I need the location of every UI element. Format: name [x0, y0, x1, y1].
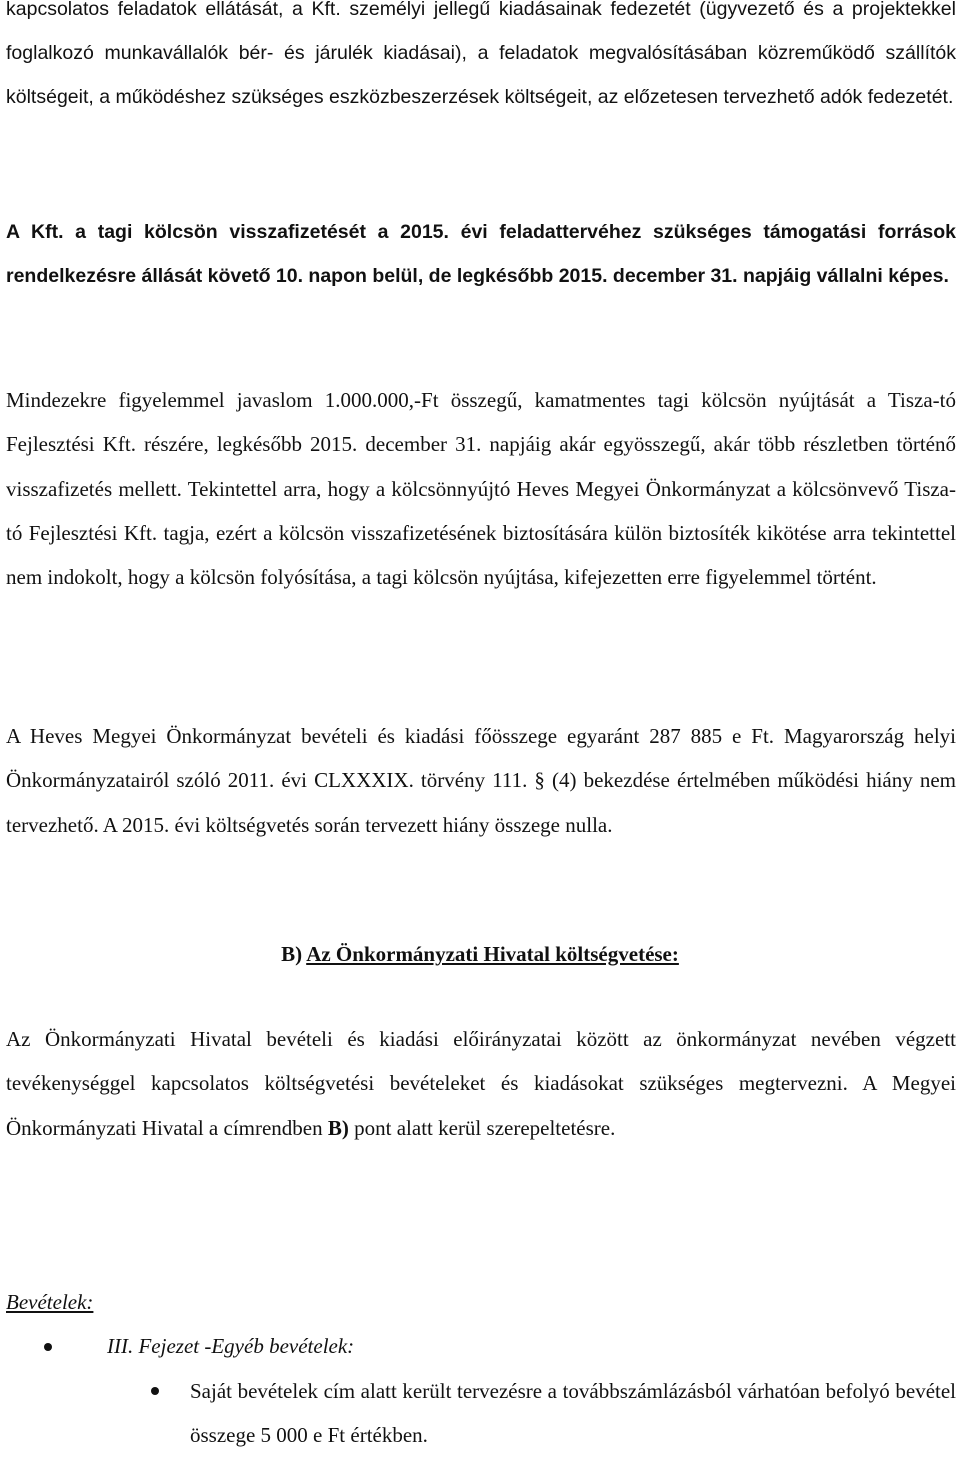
paragraph-text-before: Az Önkormányzati Hivatal bevételi és kiadási előirányzatai között az önkormányzat nevében végzett tevékenységgel kapcsolatos költségvetési bevételeket és kiadásokat szükséges megtervezni. A Megyei Önkormányzati Hivatal a címrendben [6, 1027, 956, 1140]
paragraph-text: A Kft. a tagi kölcsön visszafizetését a 2015. évi feladattervéhez szükséges támogatási források rendelkezésre állását követő 10. napon belül, de legkésőbb 2015. december 31. napjáig vállalni képes. [6, 221, 956, 287]
heading-prefix: B) [281, 942, 303, 966]
bullet-text-content: Saját bevételek cím alatt került tervezésre a továbbszámlázásból várhatóan befolyó bevétel összege 5 000 e Ft értékben. [190, 1379, 956, 1447]
section-heading-b [0, 934, 960, 974]
paragraph-text: kapcsolatos feladatok ellátását, a Kft. személyi jellegű kiadásainak fedezetét (ügyvezető és a projektekkel foglalkozó munkavállalók bér- és járulék kiadásai), a feladatok megvalósításában közreműködő szállítók költségeit, a működéshez szükséges eszközbeszerzések költségeit, az előzetesen tervezhető adók fedezetét. [6, 0, 956, 108]
bullet-text [190, 1369, 956, 1457]
paragraph-text: A Heves Megyei Önkormányzat bevételi és kiadási főösszege egyaránt 287 885 e Ft. Magyarország helyi Önkormányzatairól szóló 2011. évi CLXXXIX. törvény 111. § (4) bekezdése értelmében működési hiány nem tervezhető. A 2015. évi költségvetés során tervezett hiány összege nulla. [6, 724, 956, 837]
paragraph-bold-ref: B) [327, 1115, 349, 1140]
paragraph-text-after: pont alatt kerül szerepeltetésre. [348, 1115, 616, 1140]
paragraph-kft-expenses [6, 0, 956, 119]
heading-title: Az Önkormányzati Hivatal költségvetése: [306, 942, 679, 966]
bullet-text: III. Fejezet -Egyéb bevételek: [107, 1334, 355, 1358]
paragraph-loan-repayment [6, 210, 956, 298]
section-label-revenues: Bevételek: [6, 1290, 94, 1314]
bullet-icon [151, 1387, 159, 1395]
paragraph-loan-proposal [6, 378, 956, 599]
paragraph-office-budget [6, 1017, 956, 1150]
paragraph-budget-total [6, 714, 956, 847]
paragraph-text: Mindezekre figyelemmel javaslom 1.000.000,-Ft összegű, kamatmentes tagi kölcsön nyújtását a Tisza-tó Fejlesztési Kft. részére, legkésőbb 2015. december 31. napjáig akár egyösszegű, akár több részletben történő visszafizetés mellett. Tekintettel arra, hogy a kölcsönnyújtó Heves Megyei Önkormányzat a kölcsönvevő Tisza-tó Fejlesztési Kft. tagja, ezért a kölcsön visszafizetésének biztosítására külön biztosíték kikötése arra tekintettel nem indokolt, hogy a kölcsön folyósítása, a tagi kölcsön nyújtása, kifejezetten erre figyelemmel történt. [6, 388, 956, 590]
bullet-icon [44, 1343, 52, 1351]
